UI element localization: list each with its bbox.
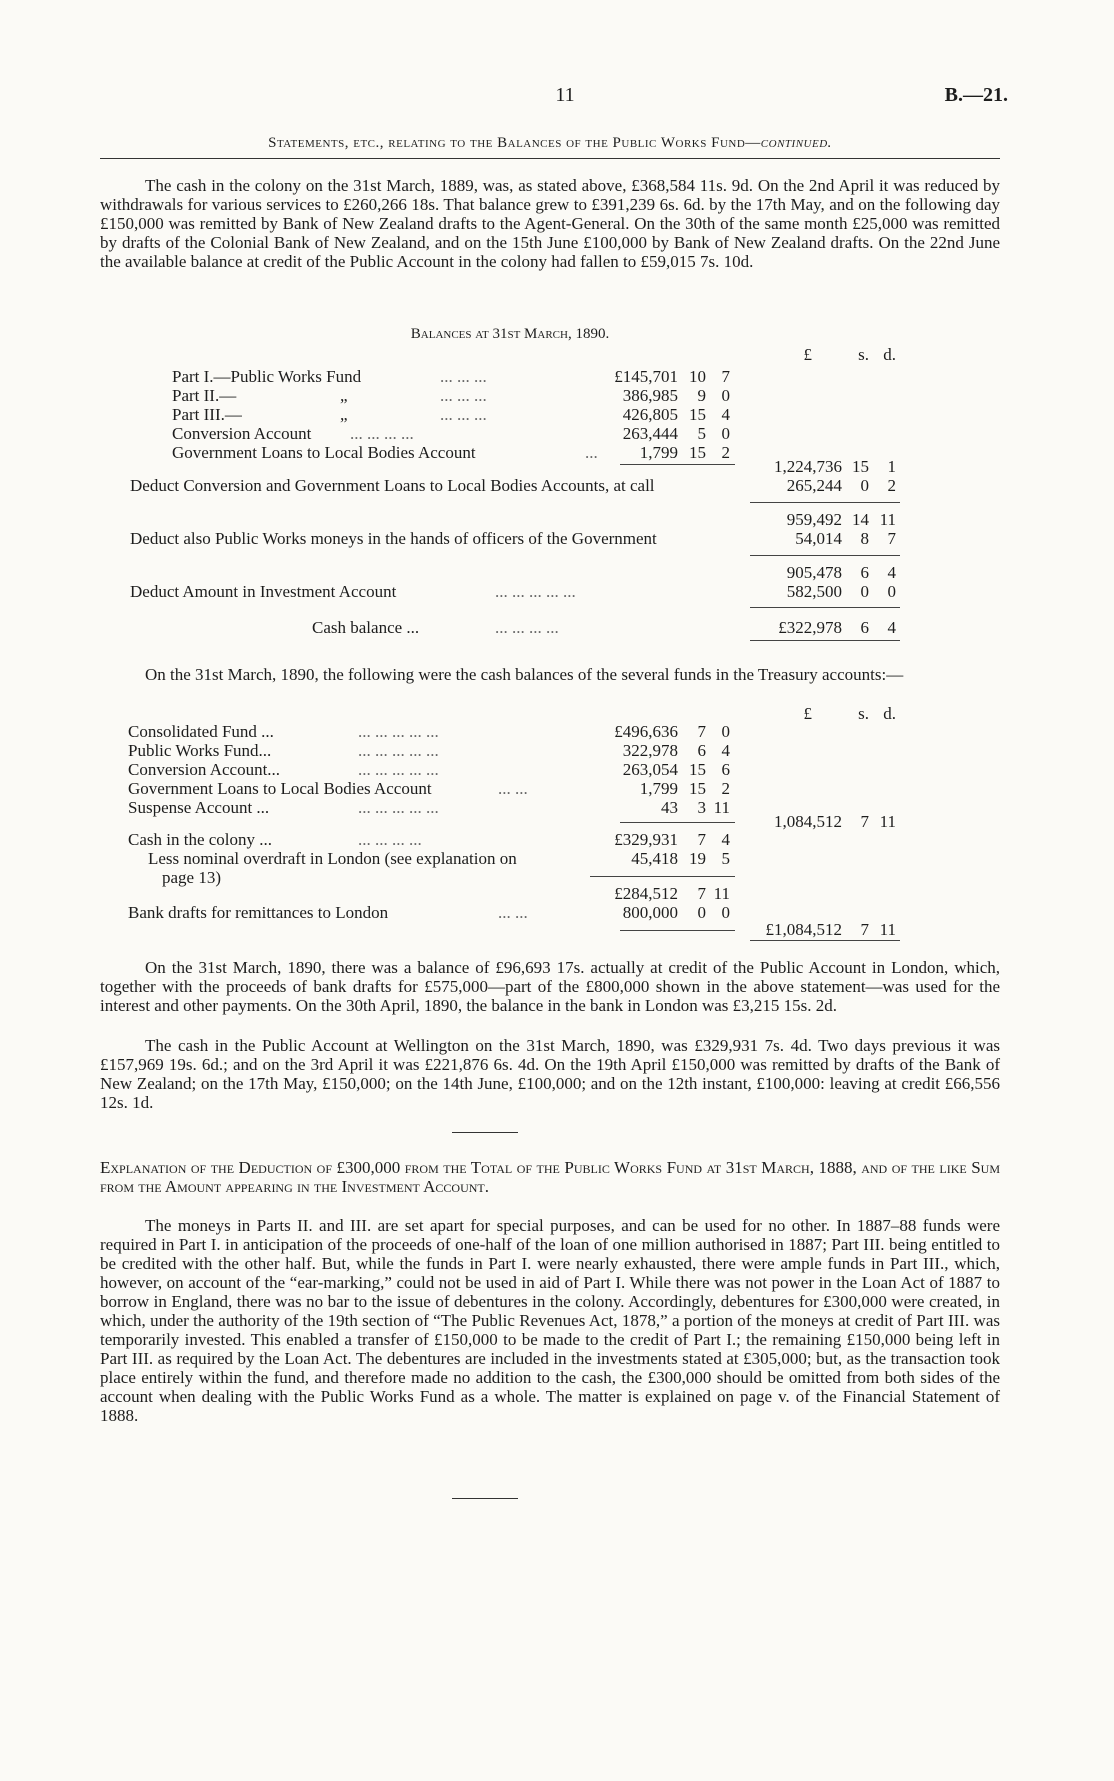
- balance-row-subtotal-2: 905,478 6 4: [786, 563, 896, 582]
- balance-row-local-bodies: Government Loans to Local Bodies Account ... 1,799 15 2: [172, 443, 730, 462]
- page-title: [100, 134, 1000, 153]
- balance-row-deduct-conversion: Deduct Conversion and Government Loans to Local Bodies Accounts, at call 265,244 0 2: [130, 476, 896, 495]
- treasury-row-net: £284,512 7 11: [614, 884, 730, 903]
- balance-row-part-1: Part I.—Public Works Fund ... ... ... £145,701 10 7: [172, 367, 730, 386]
- title-continued: continued.: [760, 135, 832, 151]
- wellington-paragraph: The cash in the Public Account at Wellington on the 31st March, 1890, was £329,931 7s. 4d. Two days previous it was £157,969 19s. 6d.; and on the 3rd April it was £221,876 6s. 4d. On the 19th April £150,000 was remitted by drafts of the Bank of New Zealand; on the 17th May, £150,000; on the 14th June, £100,000; and on the 12th instant, £100,000: leaving at credit £66,556 12s. 1d.: [100, 1036, 1000, 1112]
- net-rule: [590, 876, 735, 877]
- treasury-row-overdraft: Less nominal overdraft in London (see explanation on 45,418 19 5: [148, 849, 730, 868]
- balance-row-subtotal-1: 959,492 14 11: [786, 510, 896, 529]
- balances-heading: Balances at 31st March, 1890.: [410, 326, 610, 342]
- treasury-row-drafts: Bank drafts for remittances to London ... ... 800,000 0 0: [128, 903, 730, 922]
- treasury-row-local-bodies: Government Loans to Local Bodies Account ... ... 1,799 15 2: [128, 779, 730, 798]
- balance-row-deduct-investment: Deduct Amount in Investment Account ... ... ... ... ... 582,500 0 0: [130, 582, 896, 601]
- explanation-heading: Explanation of the Deduction of £300,000 from the Total of the Public Works Fund at 31st March, 1888, and of the like Sum from the Amount appearing in the Investment Account.: [100, 1158, 1000, 1196]
- subtotal-rule-1: [750, 502, 900, 503]
- treasury-row-grand-total: £1,084,512 7 11: [765, 920, 896, 939]
- page-header: [100, 84, 1008, 110]
- treasury-row-funds-total: 1,084,512 7 11: [774, 812, 896, 831]
- treasury-intro: On the 31st March, 1890, the following were the cash balances of the several funds in the Treasury accounts:—: [145, 665, 904, 684]
- section-divider: [452, 1132, 518, 1133]
- treasury-row-cash-colony: Cash in the colony ... ... ... ... ... £329,931 7 4: [128, 830, 730, 849]
- balance-row-conversion: Conversion Account ... ... ... ... 263,444 5 0: [172, 424, 730, 443]
- treasury-column-headers: £ s. d.: [803, 704, 896, 723]
- title-main: Statements, etc., relating to the Balances of the Public Works Fund—: [268, 135, 761, 151]
- treasury-row-public-works: Public Works Fund... ... ... ... ... ... 322,978 6 4: [128, 741, 730, 760]
- treasury-row-conversion: Conversion Account... ... ... ... ... ... 263,054 15 6: [128, 760, 730, 779]
- treasury-row-suspense: Suspense Account ... ... ... ... ... ... 43 3 11: [128, 798, 730, 817]
- balances-column-headers: £ s. d.: [803, 345, 896, 364]
- balance-row-total: 1,224,736 15 1: [774, 457, 896, 476]
- grand-total-bottom-rule: [750, 940, 900, 941]
- cash-balance-bottom-rule: [750, 640, 900, 641]
- intro-paragraph: The cash in the colony on the 31st March, 1889, was, as stated above, £368,584 11s. 9d. On the 2nd April it was reduced by withdrawals for various services to £260,266 18s. That balance grew to £391,239 6s. 6d. by the 17th May, and on the following day £150,000 was remitted by Bank of New Zealand drafts to the Agent-General. On the 30th of the same month £25,000 was remitted by drafts of the Colonial Bank of New Zealand, and on the 15th June £100,000 by Bank of New Zealand drafts. On the 22nd June the available balance at credit of the Public Account in the colony had fallen to £59,015 7s. 10d.: [100, 176, 1000, 271]
- balance-row-deduct-officers: Deduct also Public Works moneys in the hands of officers of the Government 54,014 8 7: [130, 529, 896, 548]
- balance-row-part-3: Part III.— „ ... ... ... 426,805 15 4: [172, 405, 730, 424]
- page-number: 11: [555, 84, 575, 106]
- balance-row-cash-balance: Cash balance ... ... ... ... ... £322,978 6 4: [312, 618, 896, 637]
- balance-row-part-2: Part II.— „ ... ... ... 386,985 9 0: [172, 386, 730, 405]
- end-divider: [452, 1498, 518, 1499]
- treasury-row-overdraft-cont: page 13): [162, 868, 222, 887]
- cash-balance-rule: [750, 607, 900, 608]
- london-paragraph: On the 31st March, 1890, there was a balance of £96,693 17s. actually at credit of the Public Account in London, which, together with the proceeds of bank drafts for £575,000—part of the £800,000 shown in the above statement—was used for the interest and other payments. On the 30th April, 1890, the balance in the bank in London was £3,215 15s. 2d.: [100, 958, 1000, 1015]
- paper-reference: B.—21.: [944, 84, 1008, 106]
- treasury-row-consolidated: Consolidated Fund ... ... ... ... ... ... £496,636 7 0: [128, 722, 730, 741]
- title-rule: [100, 158, 1000, 159]
- subtotal-rule-2: [750, 555, 900, 556]
- explanation-body: The moneys in Parts II. and III. are set apart for special purposes, and can be used for no other. In 1887–88 funds were required in Part I. in anticipation of the proceeds of one-half of the loan of one million authorised in 1887; Part III. being entitled to be credited with the other half. But, while the funds in Part I. were nearly exhausted, there were ample funds in Part III., which, however, on account of the “ear-marking,” could not be used in aid of Part I. While there was not power in the Loan Act of 1887 to borrow in England, there was no bar to the issue of debentures in the colony. Accordingly, debentures for £300,000 were created, in which, under the authority of the 19th section of “The Public Revenues Act, 1878,” a portion of the moneys at credit of Part III. was temporarily invested. This enabled a transfer of £150,000 to be made to the credit of Part I.; the remaining £150,000 being left in Part III. as required by the Loan Act. The debentures are included in the investments stated at £305,000; but, as the transaction took place entirely within the fund, and therefore made no addition to the cash, the £300,000 should be omitted from both sides of the account when dealing with the Public Works Fund as a whole. The matter is explained on page v. of the Financial Statement of 1888.: [100, 1216, 1000, 1425]
